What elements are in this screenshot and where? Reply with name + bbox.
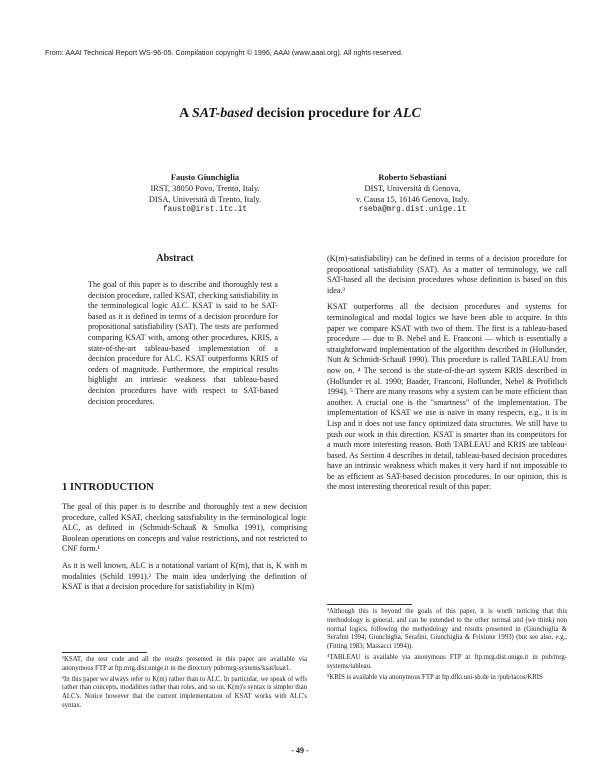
footnote: ⁵KRIS is available via anonymous FTP at ftp.dfki.uni-sb.de in /pub/tacos/KRIS	[327, 673, 543, 681]
author-name: Fausto Giunchiglia	[170, 173, 240, 182]
intro-paragraph-1: The goal of this paper is to describe and thoroughly test a new decision procedure, called KSAT, checking satisfiability in the terminological logic ALC, as defined in (Schmidt-Schauß & Smolka 1991), comprising Boolean operations on concepts and value restrictions, and not restricted to CNF form.¹	[62, 502, 307, 554]
title-prefix: A	[179, 106, 189, 121]
title-middle: decision procedure for	[256, 106, 391, 121]
right-paragraph-1: (K(m)-satisfiability) can be defined in terms of a decision procedure for propositional satisfiability (SAT). As a matter of terminology, we call SAT-based all the decision procedures whose definition is based on this idea.³	[327, 254, 567, 295]
title-logic: ALC	[393, 106, 421, 121]
author-block-1	[120, 172, 290, 216]
right-column-text	[327, 254, 567, 499]
intro-paragraph-2: As it is well known, ALC is a notational variant of K(m), that is, K with m modalities (Schild 1991).² The main idea underlying the definition of KSAT is that a decision procedure for satisfiability in K(m)	[62, 560, 307, 592]
section-heading-introduction: 1 INTRODUCTION	[62, 482, 154, 493]
footnote-rule	[327, 604, 412, 605]
author-affiliation: v. Causa 15, 16146 Genova, Italy.	[355, 195, 470, 204]
title-italic: SAT-based	[191, 106, 253, 121]
right-paragraph-2: KSAT outperforms all the decision procedures and systems for terminological and modal logics we have been able to acquire. In this paper we compare KSAT with two of them. The first is a tableau-based procedure — due to B. Nebel and E. Franconi — which is essentially a straightforward implementation of the algorithm described in (Hollunder, Nutt & Schmidt-Schauß 1990). This procedure is called TABLEAU from now on. ⁴ The second is the state-of-the-art system KRIS described in (Hollunder et al. 1990; Baader, Franconi, Hollunder, Nebel & Profitlich 1994). ⁵ There are many reasons why a system can be more efficient than another. A crucial one is the "smartness" of the implementation. The implementation of KSAT we use is naive in many respects, e.g., it is in Lisp and it does not use fancy optimized data structures. We still have to push our work in this direction. KSAT is smarter than its competitors for a much more interesting reason. Both TABLEAU and KRIS are tableau-based. As Section 4 describes in detail, tableau-based decision procedures have an intrinsic weakness which makes it very hard if not impossible to be as efficient as SAT-based decision procedures. In our opinion, this is the most interesting theoretical result of this paper.	[327, 302, 567, 492]
author-name: Roberto Sebastiani	[378, 173, 447, 182]
footnote: ²In this paper we always refer to K(m) rather than to ALC. In particular, we speak of wffs rather than concepts, modalities rather than roles, and so on. K(m)'s syntax is simpler than ALC's. Notice however that the current implementation of KSAT works with ALC's syntax.	[62, 675, 307, 709]
abstract-text	[88, 280, 278, 413]
page-number: - 49 -	[291, 746, 309, 755]
left-footnotes	[62, 656, 307, 713]
author-block-2	[325, 172, 500, 216]
footnote: ¹KSAT, the test code and all the results presented in this paper are available via anonymous FTP at ftp.mrg.dist.unige.it in the directory pub/mrg-systems/ksat/ksat1.	[62, 656, 307, 672]
footnote-rule	[62, 652, 147, 653]
right-footnotes	[327, 608, 567, 684]
author-email: rseba@mrg.dist.unige.it	[358, 206, 467, 214]
intro-text	[62, 502, 307, 599]
author-affiliation: DIST, Università di Genova,	[364, 184, 461, 193]
footnote: ³Although this is beyond the goals of this paper, it is worth noticing that this methodology is general, and can be extended to the other normal and (we think) non normal logics, following the methodology and results presented in (Giunchiglia & Serafini 1994; Giunchiglia, Serafini, Giunchiglia & Frixione 1993) (but see also, e.g., (Fitting 1983; Massacci 1994)).	[327, 608, 567, 651]
abstract-heading: Abstract	[156, 253, 194, 264]
abstract-paragraph: The goal of this paper is to describe and thoroughly test a decision procedure, called KSAT, checking satisfiability in the terminological logic ALC. KSAT is said to be SAT-based as it is defined in terms of a decision procedure for propositional satisfiability (SAT). The tests are performed comparing KSAT with, among other procedures, KRIS, a state-of-the-art tableau-based implementation of a decision procedure for ALC. KSAT outperforms KRIS of orders of magnitude. Furthermore, the empirical results highlight an intrinsic weakness that tableau-based decision procedures have with respect to SAT-based decision procedures.	[88, 280, 278, 406]
footnote: ⁴TABLEAU is available via anonymous FTP at ftp.mrg.dist.unige.it in pub/mrg-systems/tableau.	[327, 653, 567, 670]
author-affiliation: DISA, Università di Trento, Italy.	[148, 195, 262, 204]
source-header: From: AAAI Technical Report WS-96-05. Compilation copyright © 1996, AAAI (www.aaai.org). All rights reserved.	[45, 48, 403, 57]
author-email: fausto@irst.itc.it	[162, 206, 248, 214]
paper-title	[0, 106, 600, 122]
author-affiliation: IRST, 38050 Povo, Trento, Italy.	[150, 184, 260, 193]
